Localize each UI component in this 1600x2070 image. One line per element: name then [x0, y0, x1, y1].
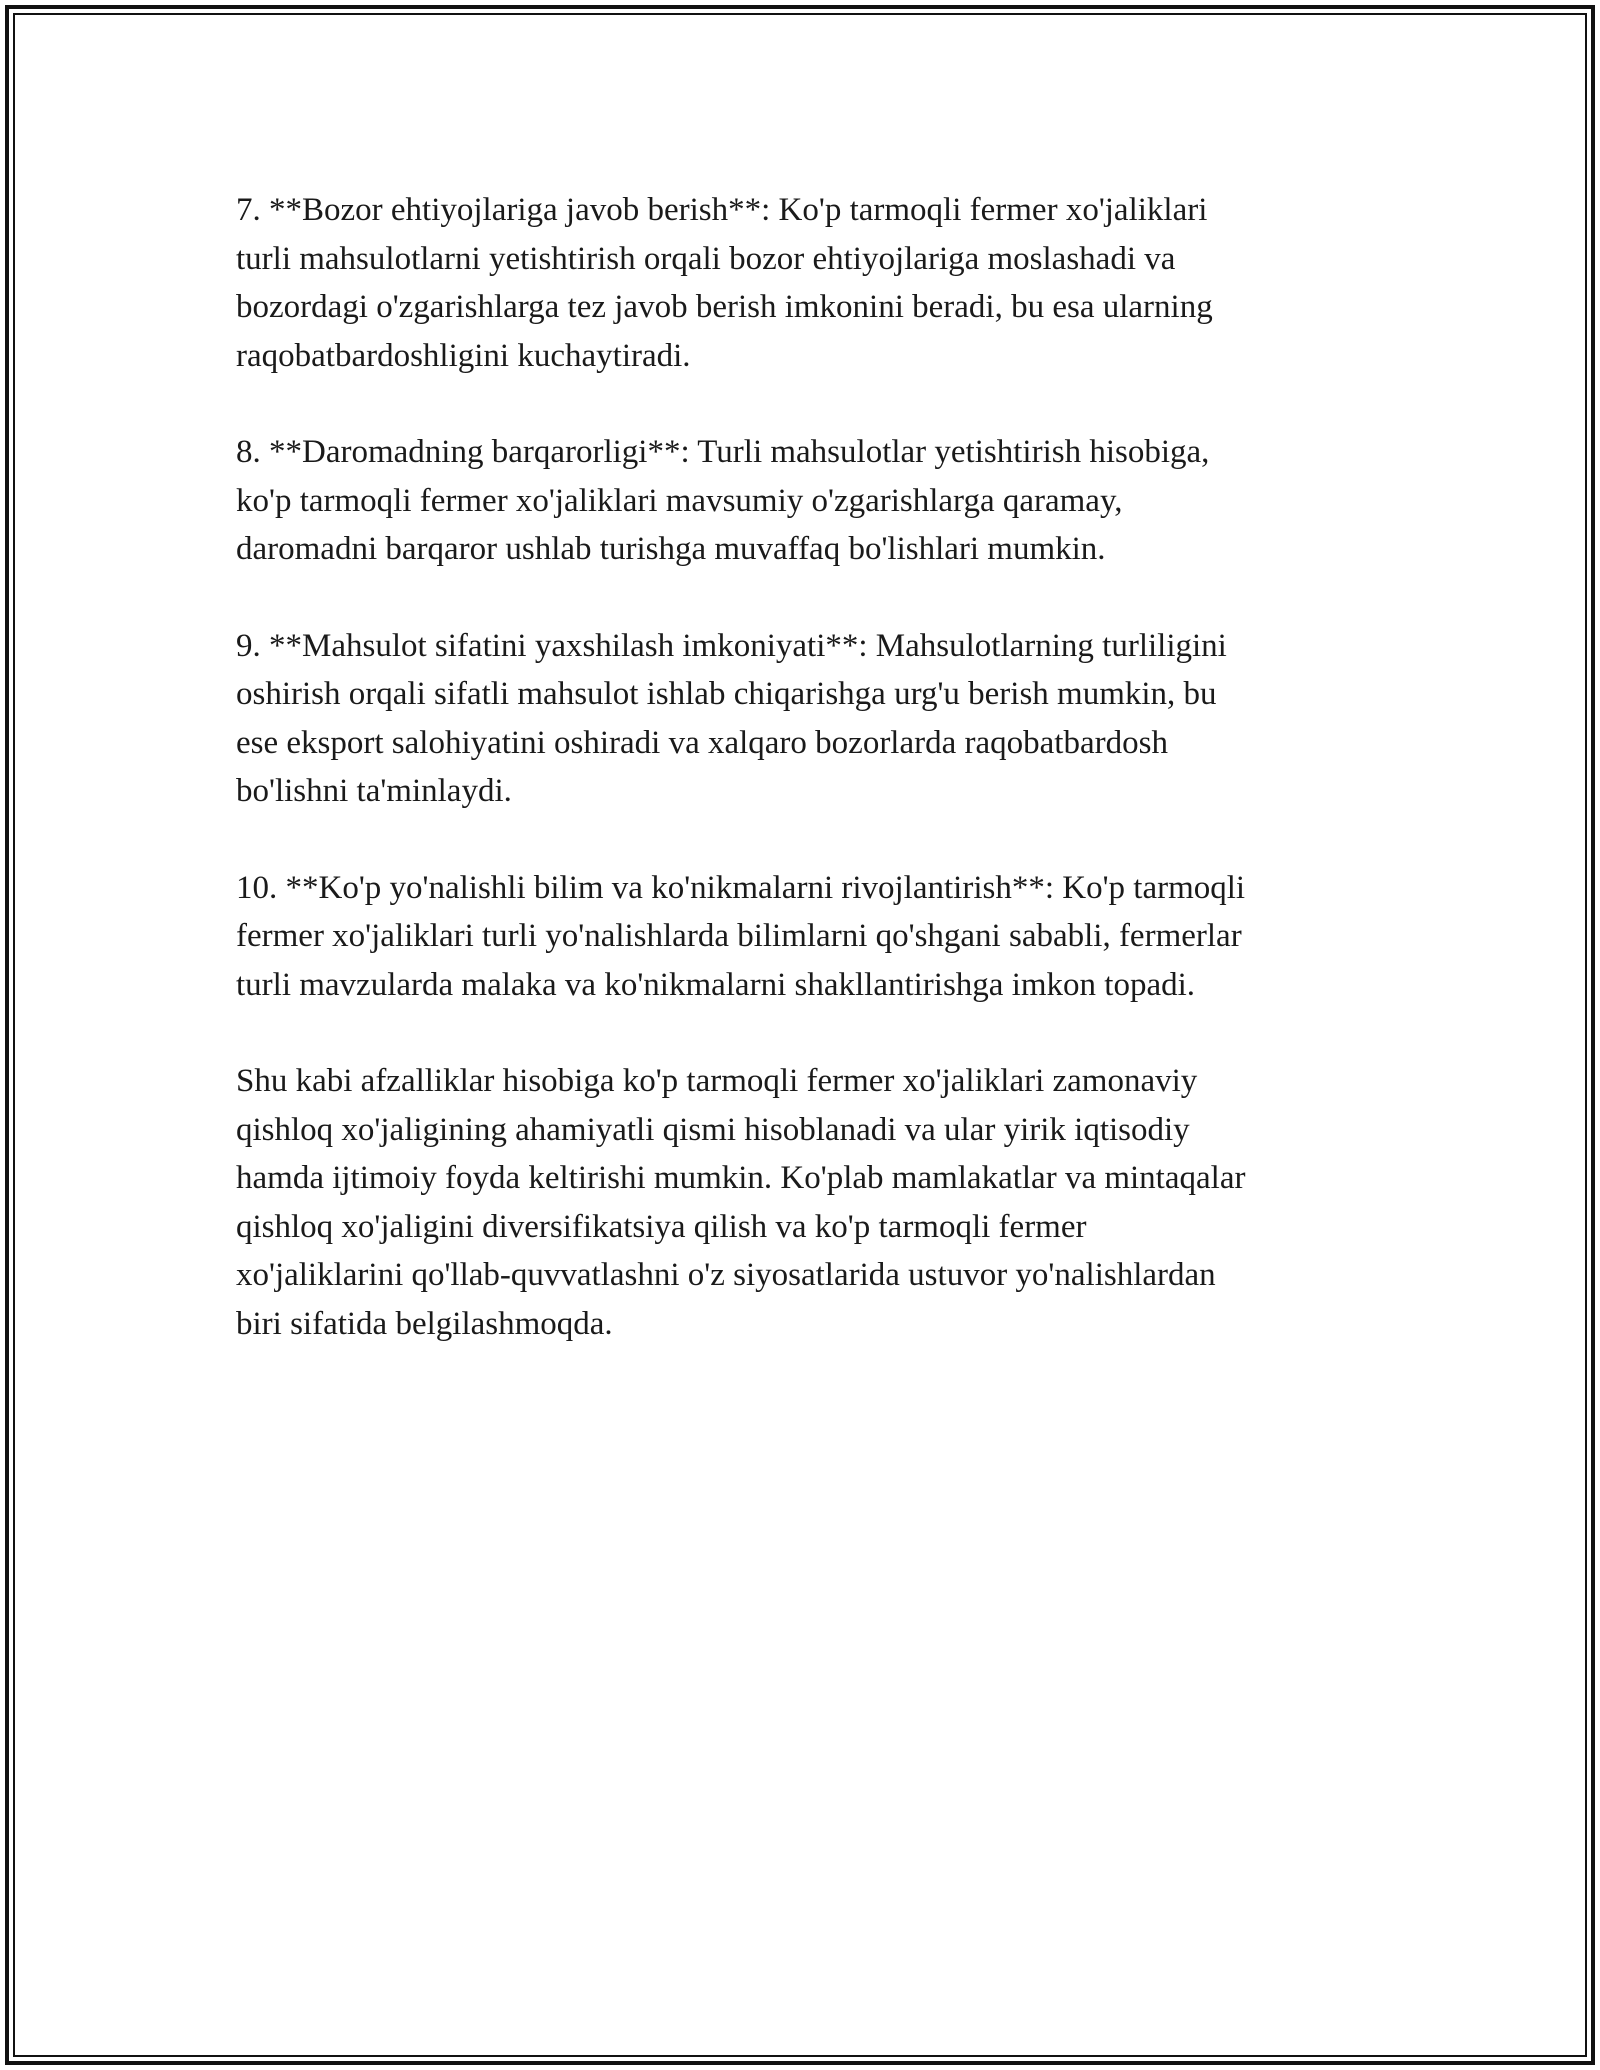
text-line: Shu kabi afzalliklar hisobiga ko'p tarmoqli fermer xo'jaliklari zamonaviy — [236, 1063, 1198, 1099]
text-line: ese eksport salohiyatini oshiradi va xalqaro bozorlarda raqobatbardosh — [236, 724, 1168, 761]
text-line: biri sifatida belgilashmoqda. — [236, 1305, 613, 1342]
text-line: turli mahsulotlarni yetishtirish orqali bozor ehtiyojlariga moslashadi va — [236, 240, 1176, 277]
text-line: daromadni barqaror ushlab turishga muvaffaq bo'lishlari mumkin. — [236, 531, 1106, 567]
text-line: bozordagi o'zgarishlarga tez javob berish imkonini beradi, bu esa ularning — [236, 289, 1213, 325]
paragraph-conclusion — [236, 1057, 1366, 1348]
text-line: xo'jaliklarini qo'llab-quvvatlashni o'z siyosatlarida ustuvor yo'nalishlardan — [236, 1257, 1216, 1293]
text-line: 8. **Daromadning barqarorligi**: Turli mahsulotlar yetishtirish hisobiga, — [236, 434, 1210, 470]
text-line: 7. **Bozor ehtiyojlariga javob berish**: Ko'p tarmoqli fermer xo'jaliklari — [236, 192, 1208, 228]
text-line: fermer xo'jaliklari turli yo'nalishlarda bilimlarni qo'shgani sababli, fermerlar — [236, 918, 1242, 954]
document-body — [236, 186, 1366, 1396]
paragraph-9-product-quality — [236, 622, 1366, 816]
text-line: qishloq xo'jaligining ahamiyatli qismi hisoblanadi va ular yirik iqtisodiy — [236, 1111, 1190, 1148]
text-line: qishloq xo'jaligini diversifikatsiya qilish va ko'p tarmoqli fermer — [236, 1208, 1087, 1245]
text-line: ko'p tarmoqli fermer xo'jaliklari mavsumiy o'zgarishlarga qaramay, — [236, 482, 1123, 519]
paragraph-7-market-needs — [236, 186, 1366, 380]
text-line: hamda ijtimoiy foyda keltirishi mumkin. Ko'plab mamlakatlar va mintaqalar — [236, 1160, 1246, 1196]
text-line: oshirish orqali sifatli mahsulot ishlab chiqarishga urg'u berish mumkin, bu — [236, 676, 1217, 712]
paragraph-10-skills — [236, 864, 1366, 1010]
text-line: raqobatbardoshligini kuchaytiradi. — [236, 337, 691, 374]
text-line: 9. **Mahsulot sifatini yaxshilash imkoniyati**: Mahsulotlarning turliligini — [236, 627, 1227, 664]
text-line: bo'lishni ta'minlaydi. — [236, 773, 512, 809]
text-line: turli mavzularda malaka va ko'nikmalarni shakllantirishga imkon topadi. — [236, 966, 1196, 1003]
text-line: 10. **Ko'p yo'nalishli bilim va ko'nikmalarni rivojlantirish**: Ko'p tarmoqli — [236, 869, 1246, 906]
paragraph-8-income-stability — [236, 428, 1366, 574]
